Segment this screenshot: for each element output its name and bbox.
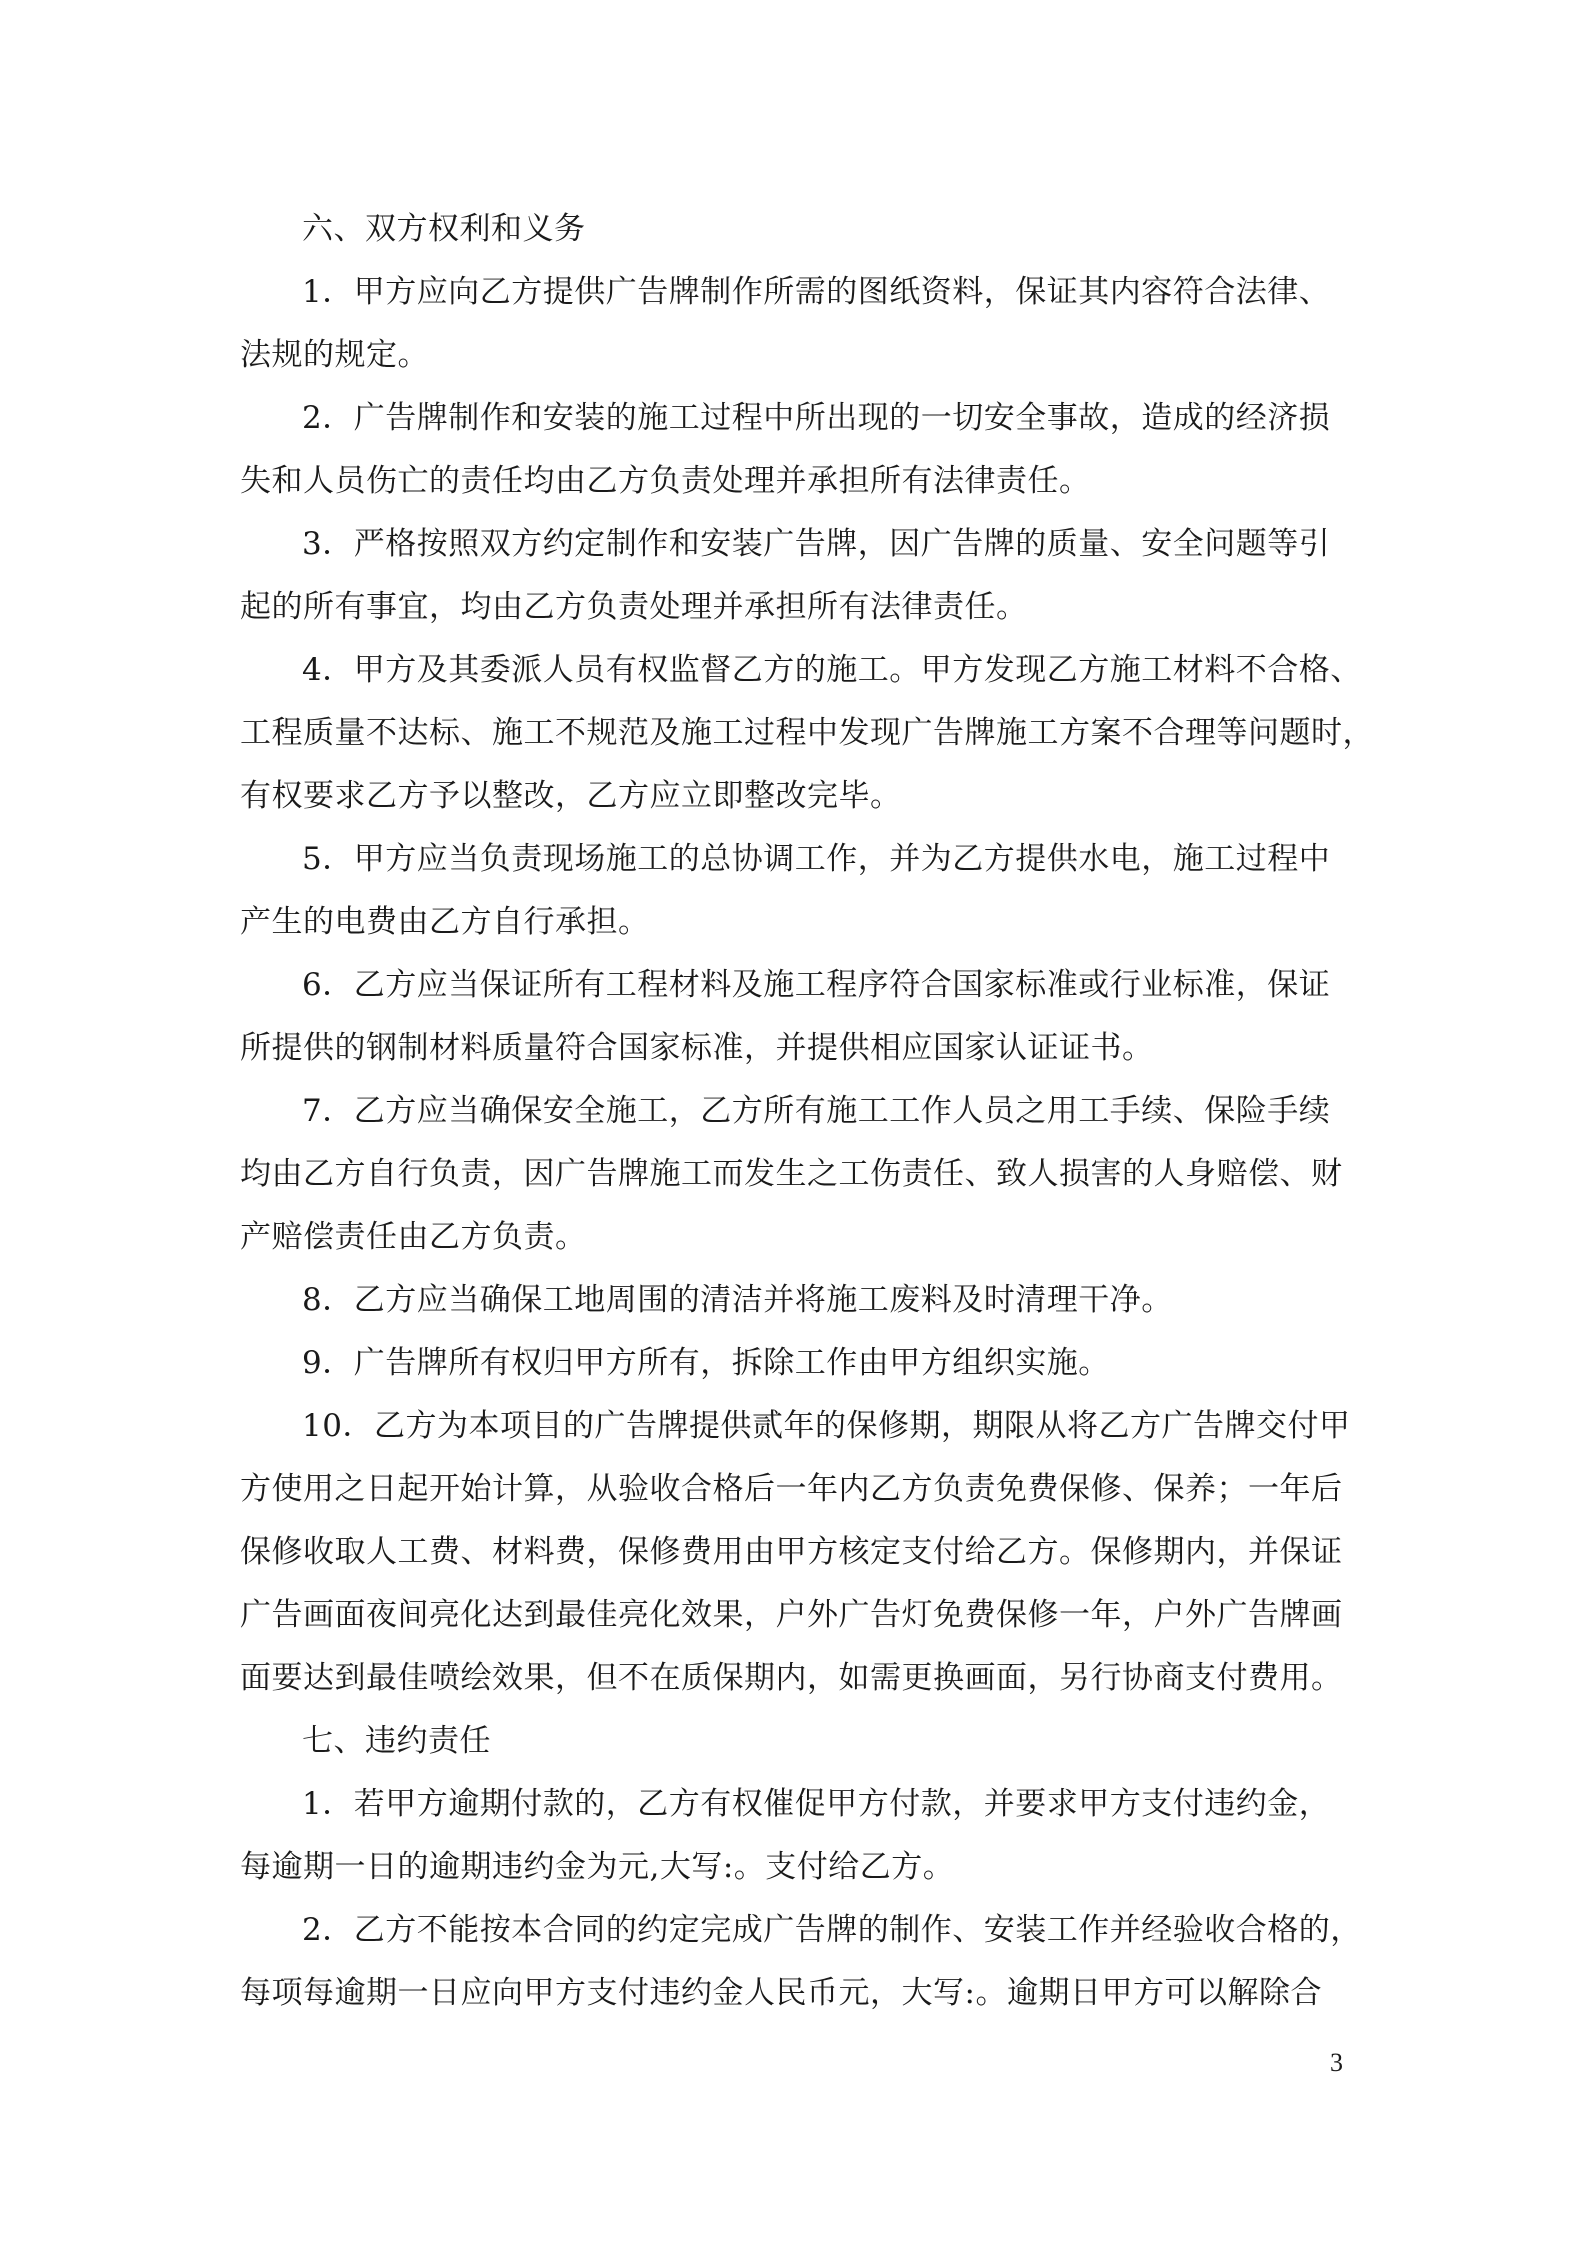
paragraph-line: 面要达到最佳喷绘效果，但不在质保期内，如需更换画面，另行协商支付费用。 bbox=[240, 1660, 1343, 1696]
contract-paragraph bbox=[240, 1710, 1352, 1773]
paragraph-line: 广告画面夜间亮化达到最佳亮化效果，户外广告灯免费保修一年，户外广告牌画 bbox=[240, 1597, 1343, 1633]
contract-paragraph bbox=[240, 954, 1352, 1080]
page-number: 3 bbox=[1330, 2048, 1343, 2077]
contract-paragraph bbox=[240, 513, 1352, 639]
contract-paragraph bbox=[240, 639, 1374, 828]
paragraph-line: 3．严格按照双方约定制作和安装广告牌，因广告牌的质量、安全问题等引 bbox=[302, 526, 1331, 562]
contract-paragraph bbox=[240, 1080, 1352, 1269]
paragraph-line: 1．若甲方逾期付款的，乙方有权催促甲方付款，并要求甲方支付违约金， bbox=[302, 1786, 1331, 1822]
paragraph-line: 法规的规定。 bbox=[240, 337, 429, 373]
paragraph-line: 所提供的钢制材料质量符合国家标准，并提供相应国家认证证书。 bbox=[240, 1030, 1154, 1066]
paragraph-line: 七、违约责任 bbox=[302, 1723, 491, 1759]
contract-paragraph bbox=[240, 1773, 1352, 1899]
paragraph-line: 均由乙方自行负责，因广告牌施工而发生之工伤责任、致人损害的人身赔偿、财 bbox=[240, 1156, 1343, 1192]
paragraph-line: 10．乙方为本项目的广告牌提供贰年的保修期，期限从将乙方广告牌交付甲 bbox=[302, 1408, 1351, 1444]
paragraph-line: 保修收取人工费、材料费，保修费用由甲方核定支付给乙方。保修期内，并保证 bbox=[240, 1534, 1343, 1570]
paragraph-line: 5．甲方应当负责现场施工的总协调工作，并为乙方提供水电，施工过程中 bbox=[302, 841, 1331, 877]
contract-paragraph bbox=[240, 1269, 1352, 1332]
paragraph-line: 1．甲方应向乙方提供广告牌制作所需的图纸资料，保证其内容符合法律、 bbox=[302, 274, 1331, 310]
contract-paragraph bbox=[240, 1899, 1362, 2025]
contract-paragraph bbox=[240, 1395, 1352, 1710]
paragraph-line: 4．甲方及其委派人员有权监督乙方的施工。甲方发现乙方施工材料不合格、 bbox=[302, 652, 1362, 688]
paragraph-line: 方使用之日起开始计算，从验收合格后一年内乙方负责免费保修、保养；一年后 bbox=[240, 1471, 1343, 1507]
paragraph-line: 6．乙方应当保证所有工程材料及施工程序符合国家标准或行业标准，保证 bbox=[302, 967, 1331, 1003]
paragraph-line: 有权要求乙方予以整改，乙方应立即整改完毕。 bbox=[240, 778, 902, 814]
contract-paragraph bbox=[240, 198, 1352, 261]
paragraph-line: 8．乙方应当确保工地周围的清洁并将施工废料及时清理干净。 bbox=[302, 1282, 1173, 1318]
paragraph-line: 每项每逾期一日应向甲方支付违约金人民币元，大写:。逾期日甲方可以解除合 bbox=[240, 1975, 1322, 2011]
paragraph-line: 产生的电费由乙方自行承担。 bbox=[240, 904, 650, 940]
contract-paragraph bbox=[240, 261, 1352, 387]
document-body bbox=[240, 198, 1374, 2025]
paragraph-line: 产赔偿责任由乙方负责。 bbox=[240, 1219, 587, 1255]
paragraph-line: 起的所有事宜，均由乙方负责处理并承担所有法律责任。 bbox=[240, 589, 1028, 625]
contract-paragraph bbox=[240, 828, 1352, 954]
paragraph-line: 六、双方权利和义务 bbox=[302, 211, 586, 247]
contract-paragraph bbox=[240, 387, 1352, 513]
paragraph-line: 7．乙方应当确保安全施工，乙方所有施工工作人员之用工手续、保险手续 bbox=[302, 1093, 1331, 1129]
paragraph-line: 每逾期一日的逾期违约金为元,大写:。支付给乙方。 bbox=[240, 1849, 955, 1885]
paragraph-line: 9．广告牌所有权归甲方所有，拆除工作由甲方组织实施。 bbox=[302, 1345, 1110, 1381]
paragraph-line: 2．广告牌制作和安装的施工过程中所出现的一切安全事故，造成的经济损 bbox=[302, 400, 1331, 436]
paragraph-line: 工程质量不达标、施工不规范及施工过程中发现广告牌施工方案不合理等问题时， bbox=[240, 715, 1374, 751]
paragraph-line: 2．乙方不能按本合同的约定完成广告牌的制作、安装工作并经验收合格的， bbox=[302, 1912, 1362, 1948]
contract-paragraph bbox=[240, 1332, 1352, 1395]
paragraph-line: 失和人员伤亡的责任均由乙方负责处理并承担所有法律责任。 bbox=[240, 463, 1091, 499]
